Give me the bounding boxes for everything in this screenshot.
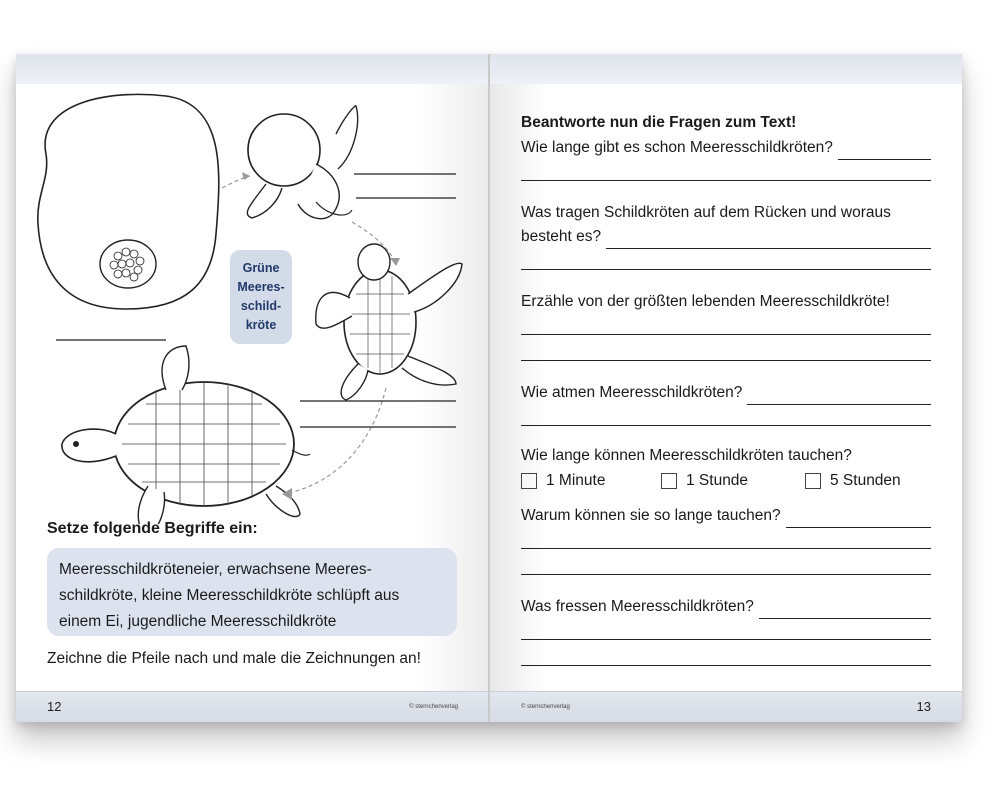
species-label-box xyxy=(230,250,292,344)
drawing-instruction: Zeichne die Pfeile nach und male die Zeichnungen an! xyxy=(47,650,421,667)
checkbox-1-stunde[interactable] xyxy=(661,473,677,489)
question-3 xyxy=(521,290,931,314)
answer-line-q1[interactable] xyxy=(521,160,931,181)
terms-line-3: einem Ei, jugendliche Meeresschildkröte xyxy=(59,613,337,630)
option-label-1-stunde: 1 Stunde xyxy=(686,472,749,489)
answer-line-q7-1[interactable] xyxy=(521,619,931,640)
juvenile-turtle-illustration xyxy=(316,244,462,400)
hatchling-illustration xyxy=(247,106,357,219)
right-page xyxy=(490,54,962,722)
question-5-text: Wie lange können Meeresschildkröten tauchen? xyxy=(521,447,852,464)
option-5-stunden[interactable] xyxy=(805,472,901,490)
questions-title: Beantworte nun die Fragen zum Text! xyxy=(521,114,797,131)
question-2-text-2: besteht es? xyxy=(521,228,602,245)
arrow-juvenile-to-adult xyxy=(284,388,386,494)
page-number-right: 13 xyxy=(916,699,931,714)
answer-line-q6-1[interactable] xyxy=(521,528,931,549)
species-label-line-3: schild- xyxy=(240,299,282,313)
option-1-stunde[interactable] xyxy=(661,472,805,490)
answer-field-q2[interactable] xyxy=(606,231,931,249)
answer-field-q1[interactable] xyxy=(838,142,931,160)
question-4 xyxy=(521,381,931,405)
question-3-text: Erzähle von der größten lebenden Meeresschildkröte! xyxy=(521,293,890,310)
question-6-text: Warum können sie so lange tauchen? xyxy=(521,507,781,524)
question-5 xyxy=(521,444,931,468)
answer-line-q2[interactable] xyxy=(521,249,931,270)
section-title: Setze folgende Begriffe ein: xyxy=(47,520,258,537)
species-label-line-4: kröte xyxy=(245,318,277,332)
questions-section xyxy=(521,114,931,666)
option-label-5-stunden: 5 Stunden xyxy=(830,472,901,489)
copyright-left: © sternchenverlag xyxy=(409,704,458,710)
answer-line-q7-2[interactable] xyxy=(521,645,931,666)
top-band xyxy=(16,54,488,84)
terms-line-1: Meeresschildkröteneier, erwachsene Meeres- xyxy=(59,561,372,578)
question-7-text: Was fressen Meeresschildkröten? xyxy=(521,598,754,615)
species-label-line-1: Grüne xyxy=(242,261,280,275)
terms-line-2: schildkröte, kleine Meeresschildkröte schlüpft aus xyxy=(59,587,400,604)
workbook-spread xyxy=(16,54,962,722)
answer-field-q7[interactable] xyxy=(759,601,931,619)
question-6 xyxy=(521,504,931,528)
top-band xyxy=(490,54,962,84)
answer-line-q6-2[interactable] xyxy=(521,554,931,575)
answer-line-q3-1[interactable] xyxy=(521,314,931,335)
answer-line-q3-2[interactable] xyxy=(521,340,931,361)
answer-field-q6[interactable] xyxy=(786,510,931,528)
adult-turtle-illustration xyxy=(62,346,310,524)
question-5-options xyxy=(521,472,931,490)
option-1-minute[interactable] xyxy=(521,472,661,490)
question-1 xyxy=(521,136,931,160)
left-page xyxy=(16,54,488,722)
page-number-left: 12 xyxy=(47,699,62,714)
terms-box xyxy=(47,548,457,636)
question-4-text: Wie atmen Meeresschildkröten? xyxy=(521,384,743,401)
option-label-1-minute: 1 Minute xyxy=(546,472,606,489)
species-label-line-2: Meeres- xyxy=(237,280,285,294)
checkbox-5-stunden[interactable] xyxy=(805,473,821,489)
question-2-line-1 xyxy=(521,201,931,225)
question-2-line-2 xyxy=(521,225,931,249)
answer-line-q4[interactable] xyxy=(521,405,931,426)
question-1-text: Wie lange gibt es schon Meeresschildkröten? xyxy=(521,139,833,156)
answer-field-q4[interactable] xyxy=(747,387,931,405)
copyright-right: © sternchenverlag xyxy=(521,704,570,710)
question-7 xyxy=(521,595,931,619)
question-2-text-1: Was tragen Schildkröten auf dem Rücken und woraus xyxy=(521,204,891,221)
checkbox-1-minute[interactable] xyxy=(521,473,537,489)
